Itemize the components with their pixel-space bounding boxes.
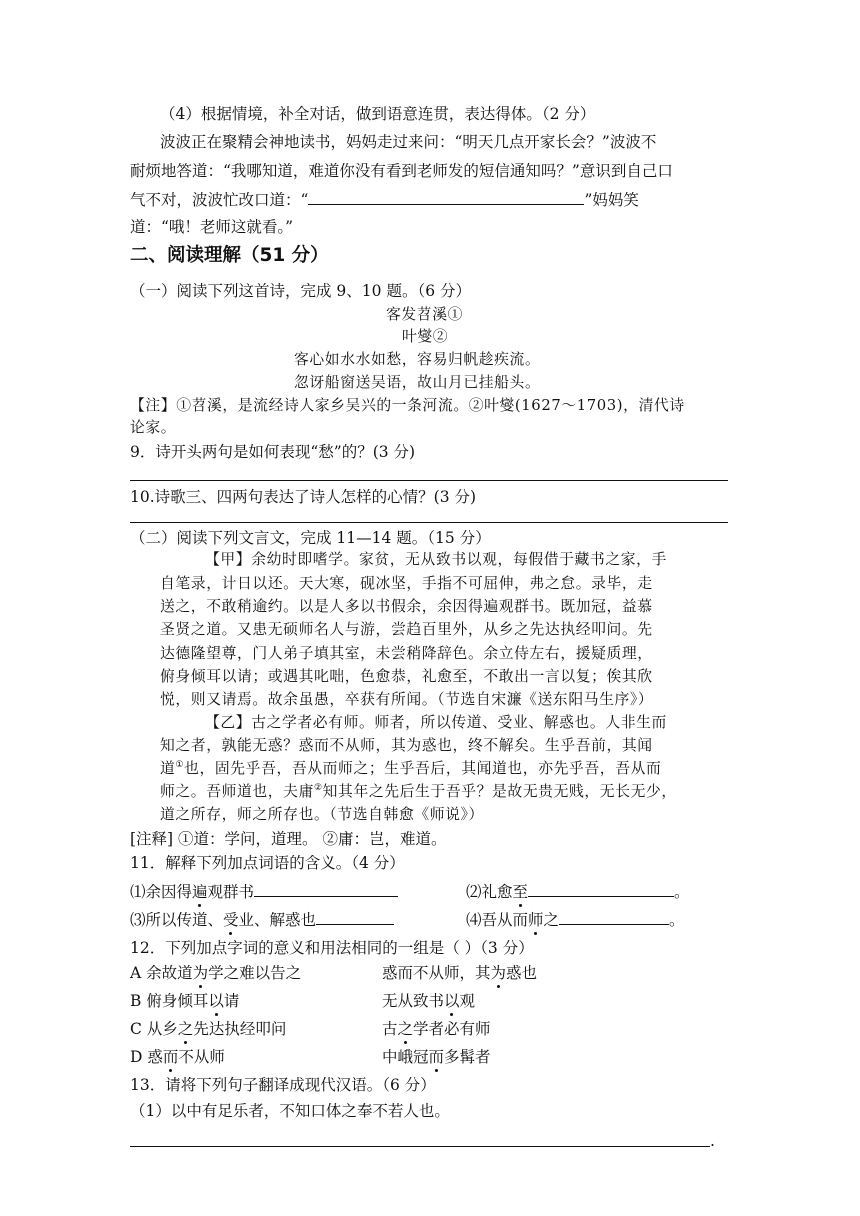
section-2-title: 二、阅读理解（51 分）: [130, 245, 329, 266]
q13-answer-line-end: .: [710, 1132, 715, 1150]
q4-paragraph-line-3: [130, 189, 639, 210]
q12-c-left-text-end: 先达执经叩问: [193, 1020, 287, 1038]
q11-item-1-text: ⑴余因得: [130, 883, 193, 901]
q12-a-right-text-end: 惑也: [506, 964, 538, 982]
yi-line-5: 道之所存，师之所存也。（节选自韩愈《师说》）: [160, 806, 484, 823]
q11-item-1: [130, 881, 398, 902]
q11-item-3-dotted: 受: [223, 911, 239, 929]
q11-item-4-text-end: 之: [543, 911, 560, 929]
q11-item-4: [466, 909, 685, 930]
q11-item-1-dotted: 遍: [192, 883, 208, 901]
q11-item-3-text-end: 业、解惑也: [238, 911, 317, 929]
jia-line-1: 【甲】余幼时即嗜学。家贫，无从致书以观，每假借于藏书之家，手: [205, 551, 667, 568]
yi-line-4-start: 师之。吾师道也，夫庸: [160, 783, 314, 800]
q11-item-2-text: ⑵礼愈: [466, 883, 513, 901]
q4-paragraph-line-2: 耐烦地答道：“我哪知道，难道你没有看到老师发的短信通知吗？”意识到自己口: [130, 162, 673, 180]
q12-option-c-left[interactable]: [130, 1019, 286, 1039]
q11-item-1-blank[interactable]: [254, 881, 398, 897]
part1-intro: （一）阅读下列这首诗，完成 9、10 题。（6 分）: [130, 282, 471, 300]
q10-answer-line[interactable]: [130, 522, 728, 523]
q12-d-left-text-end: 不从师: [178, 1048, 225, 1066]
q12-option-a-right: [382, 963, 537, 983]
q12-option-d-right: [382, 1047, 491, 1067]
q12-a-left-text-end: 学之难以告之: [208, 964, 302, 982]
q4-answer-blank[interactable]: [308, 189, 584, 205]
yi-footnote-mark-2: ②: [313, 783, 323, 794]
jia-line-7: 悦，则又请焉。故余虽愚，卒获有所闻。（节选自宋濂《送东阳马生序》）: [160, 691, 654, 708]
q9-answer-line[interactable]: [130, 480, 728, 481]
jia-line-6: 俯身倾耳以请；或遇其叱咄，色愈恭，礼愈至，不敢出一言以复；俟其欣: [160, 668, 653, 685]
q12-d-right-dotted: 而: [428, 1048, 445, 1066]
q12-b-left-text-end: 请: [223, 992, 240, 1010]
poem-title: 客发苕溪①: [386, 306, 463, 323]
yi-line-3: [160, 759, 661, 779]
q4-prompt: （4）根据情境，补全对话，做到语意连贯，表达得体。（2 分）: [160, 105, 596, 123]
q12-a-right-text: 惑而不从师，其: [382, 964, 491, 982]
yi-line-2: 知之者，孰能无惑？惑而不从师，其为惑也，终不解矣。生乎吾前，其闻: [160, 737, 653, 754]
annotation: [注释] ①道：学问，道理。 ②庸：岂，难道。: [130, 830, 447, 848]
yi-line-4: [160, 782, 677, 802]
q4-paragraph-line-4: 道：“哦！老师这就看。”: [130, 218, 294, 236]
yi-line-3-word: 道: [160, 760, 176, 777]
q12-b-right-dotted: 以: [444, 992, 460, 1010]
yi-line-1: 【乙】古之学者必有师。师者，所以传道、受业、解惑也。人非生而: [205, 714, 667, 731]
q11-item-4-blank[interactable]: [559, 909, 669, 925]
yi-line-3-rest: 也，固先乎吾，吾从而师之；生乎吾后，其闻道也，亦先乎吾，吾从而: [184, 760, 662, 777]
poem-note-line-1: 【注】①苕溪，是流经诗人家乡吴兴的一条河流。②叶燮(1627～1703)，清代诗: [130, 397, 685, 414]
q12-option-c-right: [382, 1019, 491, 1039]
q11-item-2-period: 。: [674, 883, 690, 901]
q12-option-b-left[interactable]: [130, 991, 239, 1011]
q9-stem: 9．诗开头两句是如何表现“愁”的？(3 分): [130, 443, 416, 461]
q12-c-right-text-end: 学者必有师: [413, 1020, 491, 1038]
jia-line-3: 送之，不敢稍逾约。以是人多以书假余，余因得遍观群书。既加冠，益慕: [160, 598, 653, 615]
q4-line-3-before: 气不对，波波忙改口道：“: [130, 191, 309, 209]
q11-item-4-period: 。: [669, 911, 685, 929]
q12-a-left-text: A 余故道: [130, 964, 193, 982]
q12-b-left-text: B 俯身倾耳: [130, 992, 209, 1010]
q4-line-3-after: ”妈妈笑: [584, 191, 639, 209]
q12-b-left-dotted: 以: [208, 992, 224, 1010]
q12-b-right-text-end: 观: [459, 992, 476, 1010]
yi-footnote-mark-1: ①: [175, 760, 185, 771]
q11-item-1-text-end: 观群书: [207, 883, 255, 901]
q11-item-2-blank[interactable]: [528, 881, 674, 897]
q13-answer-line[interactable]: [130, 1146, 710, 1147]
q10-stem: 10.诗歌三、四两句表达了诗人怎样的心情？(3 分): [130, 488, 477, 506]
q11-item-4-dotted: 师: [528, 911, 544, 929]
q12-stem: 12．下列加点字词的意义和用法相同的一组是（ ）（3 分）: [130, 939, 534, 957]
jia-line-5: 达德隆望尊，门人弟子填其室，未尝稍降辞色。余立侍左右，援疑质理，: [160, 645, 653, 662]
q12-a-right-dotted: 为: [490, 964, 507, 982]
q12-b-right-text: 无从致书: [382, 992, 445, 1010]
q12-c-left-dotted: 之: [177, 1020, 194, 1038]
yi-line-4-rest: 知其年之先后生于吾乎？是故无贵无贱，无长无少，: [322, 783, 677, 800]
q11-item-3-text: ⑶所以传道、: [130, 911, 224, 929]
q12-option-a-left[interactable]: [130, 963, 301, 983]
q12-c-right-dotted: 之: [397, 1020, 414, 1038]
q11-item-3: [130, 909, 394, 930]
q12-d-right-text-end: 多髯者: [444, 1048, 491, 1066]
jia-line-4: 圣贤之道。又患无硕师名人与游，尝趋百里外，从乡之先达执经叩问。先: [160, 621, 653, 638]
q11-item-2: [466, 881, 690, 902]
q12-d-left-text: D 惑: [130, 1048, 163, 1066]
q11-stem: 11．解释下列加点词语的含义。（4 分）: [130, 854, 405, 872]
part2-intro: （二）阅读下列文言文，完成 11—14 题。（15 分）: [130, 529, 491, 547]
q13-stem: 13．请将下列句子翻译成现代汉语。（6 分）: [130, 1076, 436, 1094]
q4-paragraph-line-1: 波波正在聚精会神地读书，妈妈走过来问：“明天几点开家长会？”波波不: [160, 133, 657, 151]
q12-c-right-text: 古: [382, 1020, 398, 1038]
q12-d-right-text: 中峨冠: [382, 1048, 429, 1066]
poem-line-2: 忽讶船窗送吴语，故山月已挂船头。: [294, 374, 541, 391]
q13-item-1: （1）以中有足乐者，不知口体之奉不若人也。: [130, 1102, 450, 1120]
q12-a-left-dotted: 为: [192, 964, 209, 982]
q11-item-4-text: ⑷吾从而: [466, 911, 529, 929]
poem-author: 叶燮②: [402, 328, 449, 345]
q12-option-d-left[interactable]: [130, 1047, 225, 1067]
q11-item-2-dotted: 至: [512, 883, 529, 901]
q12-option-b-right: [382, 991, 475, 1011]
q11-item-3-blank[interactable]: [316, 909, 394, 925]
jia-line-2: 自笔录，计日以还。天大寒，砚冰坚，手指不可屈伸，弗之怠。录毕，走: [160, 575, 653, 592]
q12-d-left-dotted: 而: [162, 1048, 179, 1066]
poem-note-line-2: 论家。: [130, 419, 177, 436]
poem-line-1: 客心如水水如愁，容易归帆趁疾流。: [294, 351, 541, 368]
q12-c-left-text: C 从乡: [130, 1020, 178, 1038]
